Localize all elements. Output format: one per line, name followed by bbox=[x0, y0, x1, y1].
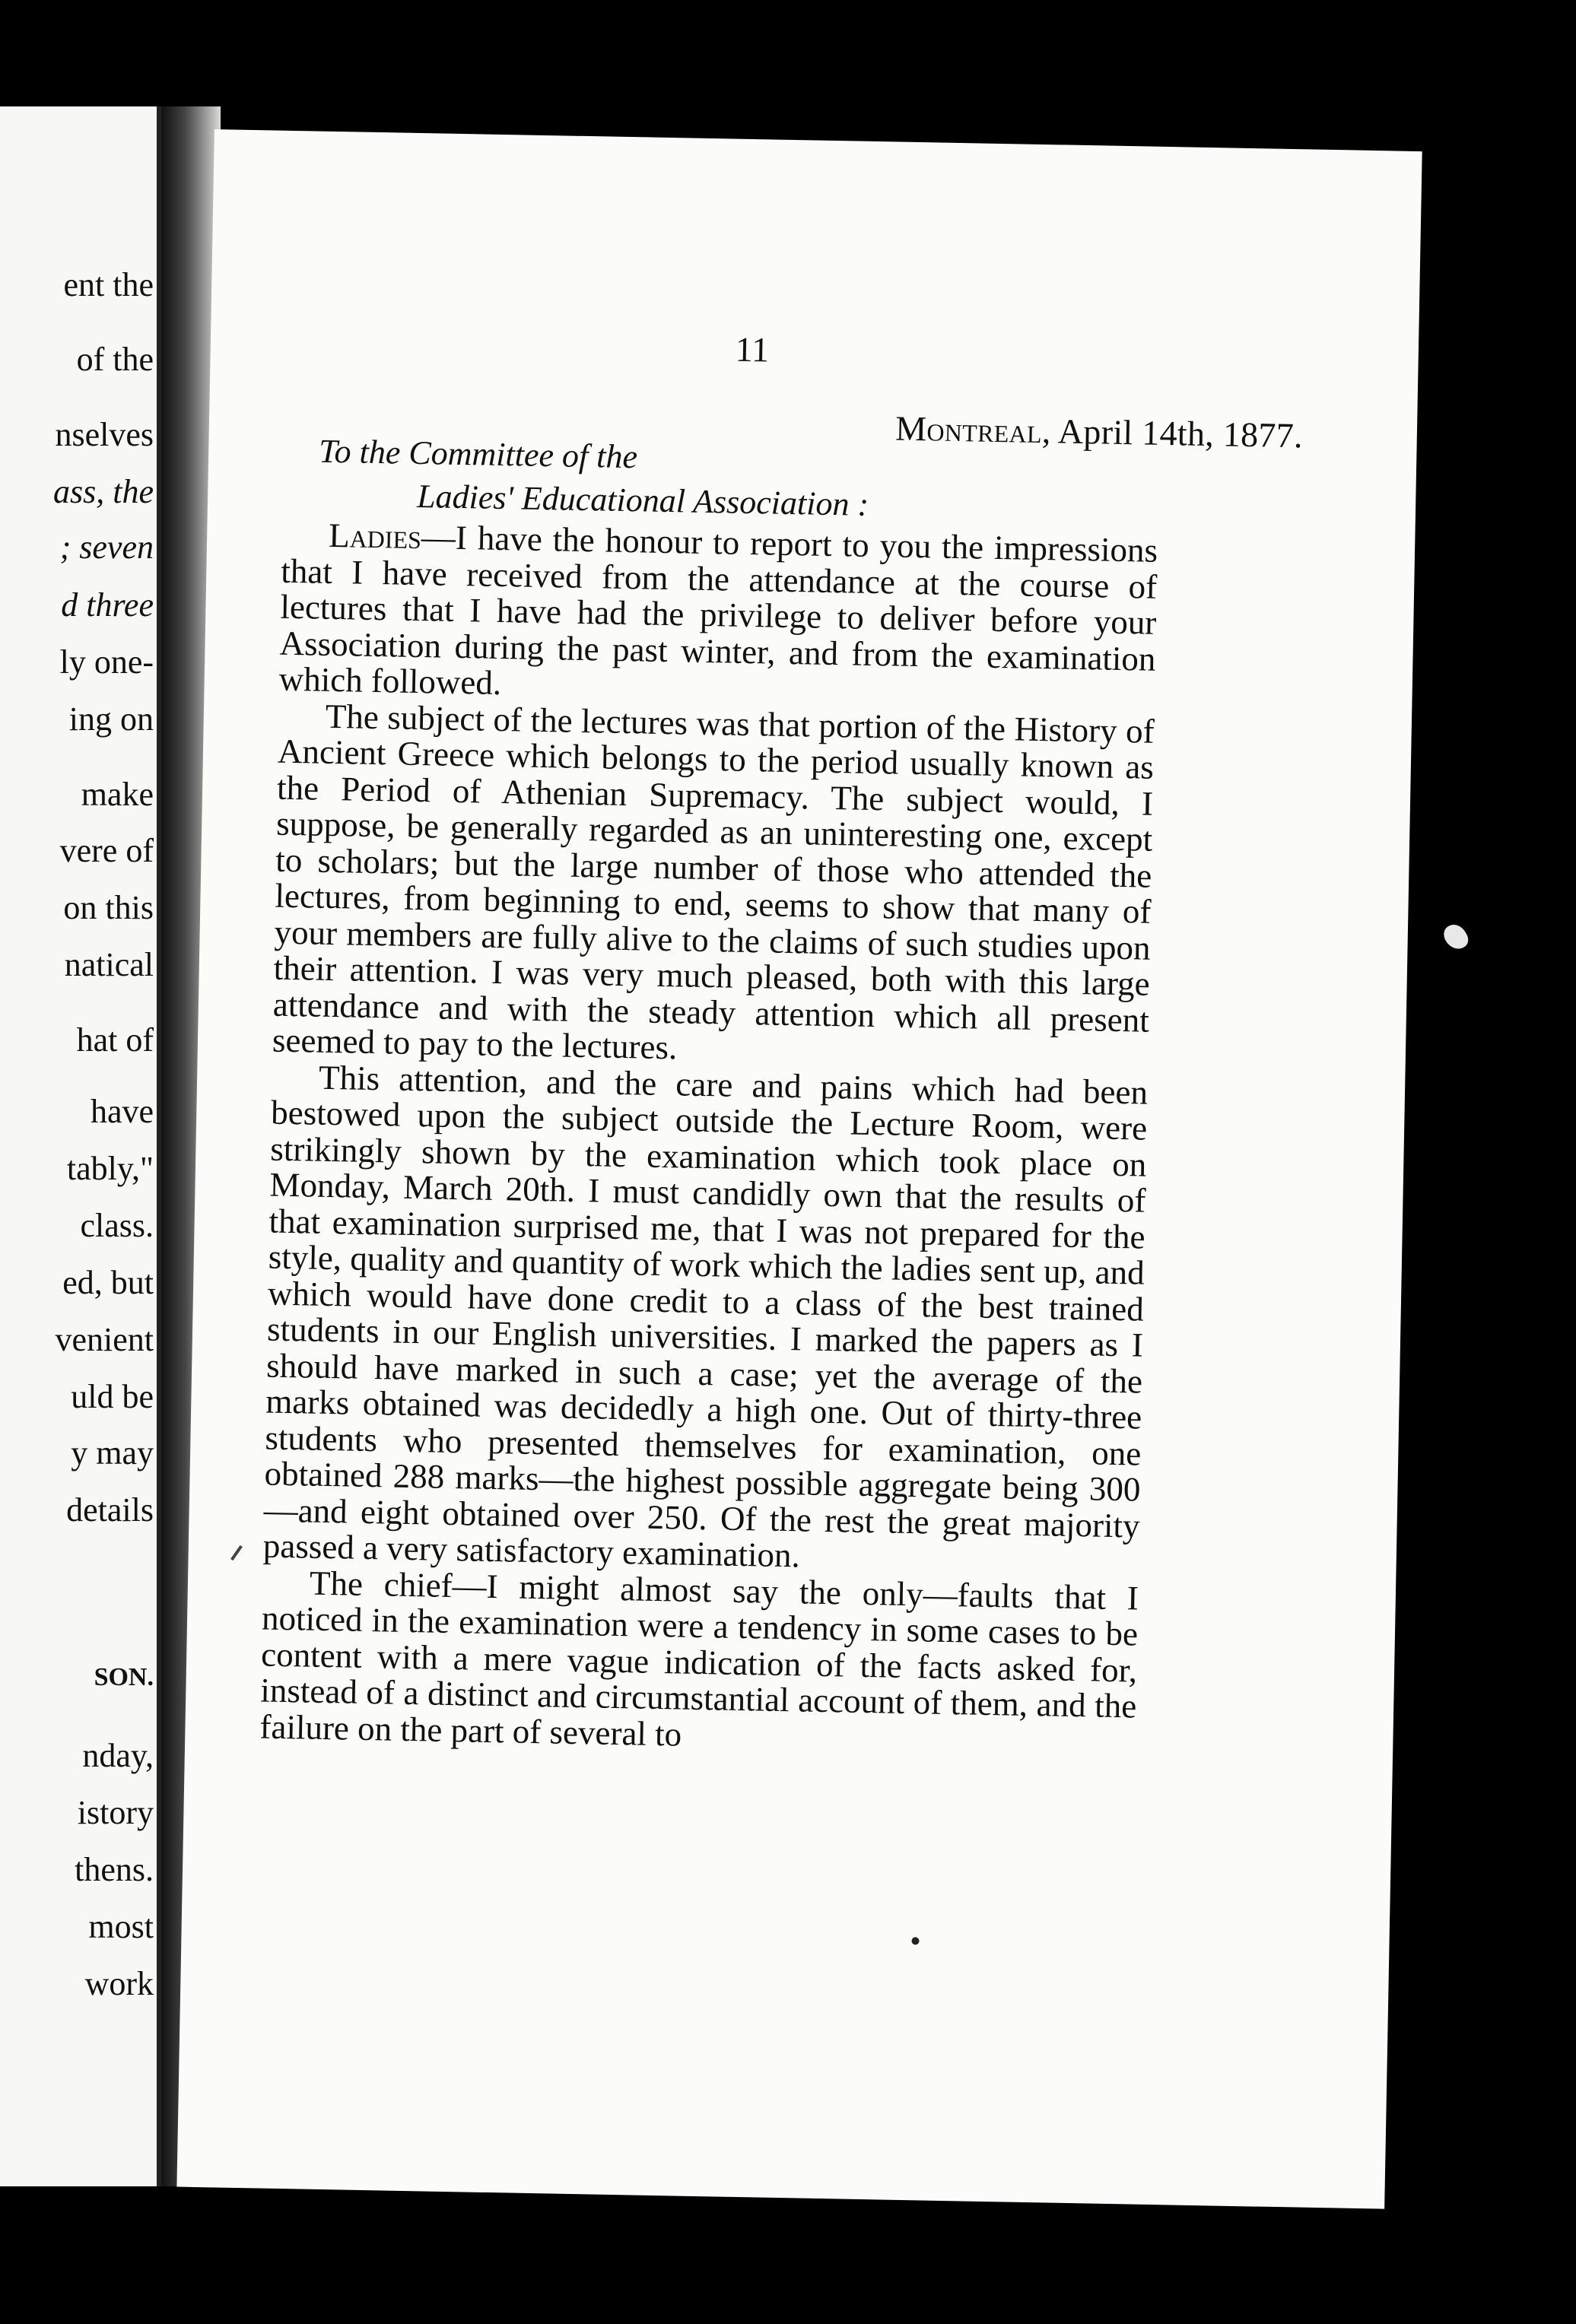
left-page-line: istory bbox=[77, 1794, 154, 1832]
left-page-fragment bbox=[0, 106, 161, 2186]
left-page-line: natical bbox=[64, 946, 154, 984]
dateline bbox=[895, 408, 1304, 456]
paragraph-3 bbox=[262, 1059, 1148, 1580]
left-page-line: have bbox=[90, 1093, 154, 1131]
paragraph-text: This attention, and the care and pains which had been bestowed upon the subject outside the Lecture Room, were strikingly shown by the examination which took place on Monday, March 20th. I must candidly own that the results of that examination surprised me, that I was not prepared for the style, quality and quantity of work which the ladies sent up, and which would have done credit to a class of the best trained students in our English universities. I marked the papers as I should have marked in such a case; yet the average of the marks obtained was decidedly a high one. Out of thirty-three students who presented themselves for examination, one obtained 288 marks—the highest possible aggregate being 300—and eight obtained over 250. Of the rest the great majority passed a very satisfactory examination. bbox=[262, 1058, 1149, 1575]
left-page-line: hat of bbox=[76, 1021, 154, 1059]
left-page-line: on this bbox=[63, 889, 154, 927]
left-page-line: most bbox=[88, 1907, 154, 1945]
left-page-line: ent the bbox=[63, 265, 154, 303]
page-number: 11 bbox=[735, 329, 770, 370]
paragraph-2 bbox=[272, 697, 1155, 1075]
left-page-line: vere of bbox=[59, 832, 154, 870]
left-page-line: of the bbox=[76, 341, 154, 379]
left-page-line: d three bbox=[61, 586, 154, 624]
left-page-line: nselves bbox=[55, 415, 154, 453]
salutation-line-2: Ladies' Educational Association : bbox=[416, 477, 869, 523]
left-page-line: ing on bbox=[68, 700, 154, 738]
left-page-line: SON. bbox=[94, 1662, 154, 1691]
ink-speck bbox=[911, 1937, 919, 1945]
left-page-line: make bbox=[81, 775, 154, 813]
left-page-line: venient bbox=[55, 1320, 154, 1358]
left-page-line: work bbox=[84, 1964, 154, 2002]
paragraph-4 bbox=[259, 1564, 1139, 1761]
left-page-line: class. bbox=[80, 1206, 154, 1244]
scan-speck bbox=[1440, 920, 1471, 953]
paragraph-text: The subject of the lectures was that portion of the History of Ancient Greece which belongs to the period usually known as the Period of Athenian Supremacy. The subject would, I suppose, be generally regarded as an uninteresting one, except to scholars; but the large number of those who attended the lectures, from beginning to end, seems to show that many of your members are fully alive to the claims of such studies upon their attention. I was very much pleased, both with this large attendance and with the steady attention which all present seemed to pay to the lectures. bbox=[272, 697, 1155, 1067]
dateline-date: April 14th, 1877. bbox=[1057, 411, 1304, 456]
left-page-line: tably," bbox=[66, 1150, 154, 1188]
dateline-city: Montreal, bbox=[894, 408, 1052, 451]
letter-body bbox=[259, 517, 1158, 1761]
left-page-line: ; seven bbox=[59, 528, 154, 566]
left-page-line: thens. bbox=[75, 1851, 154, 1889]
left-page-line: ass, the bbox=[53, 472, 154, 510]
left-page-line: ed, but bbox=[62, 1263, 154, 1301]
right-page bbox=[176, 129, 1422, 2209]
paragraph-1 bbox=[278, 517, 1158, 714]
paragraph-lead: Ladies bbox=[328, 516, 422, 557]
paragraph-text: —I have the honour to report to you the impressions that I have received from the attendance at the course of lectures that I have had the privilege to deliver before your Association during the past winter, and from the examination which followed. bbox=[278, 518, 1158, 703]
left-page-line: nday, bbox=[82, 1737, 154, 1775]
left-page-line: ly one- bbox=[59, 643, 154, 681]
left-page-line: details bbox=[66, 1491, 154, 1529]
paragraph-text: The chief—I might almost say the only—faults that I noticed in the examination were a tendency in some cases to be content with a mere vague indication of the facts asked for, instead of a distinct and circumstantial account of them, and the failure on the part of several to bbox=[259, 1564, 1139, 1754]
left-page-line: uld be bbox=[71, 1377, 154, 1415]
salutation-line-1: To the Committee of the bbox=[318, 432, 638, 476]
left-page-line: y may bbox=[71, 1434, 154, 1472]
